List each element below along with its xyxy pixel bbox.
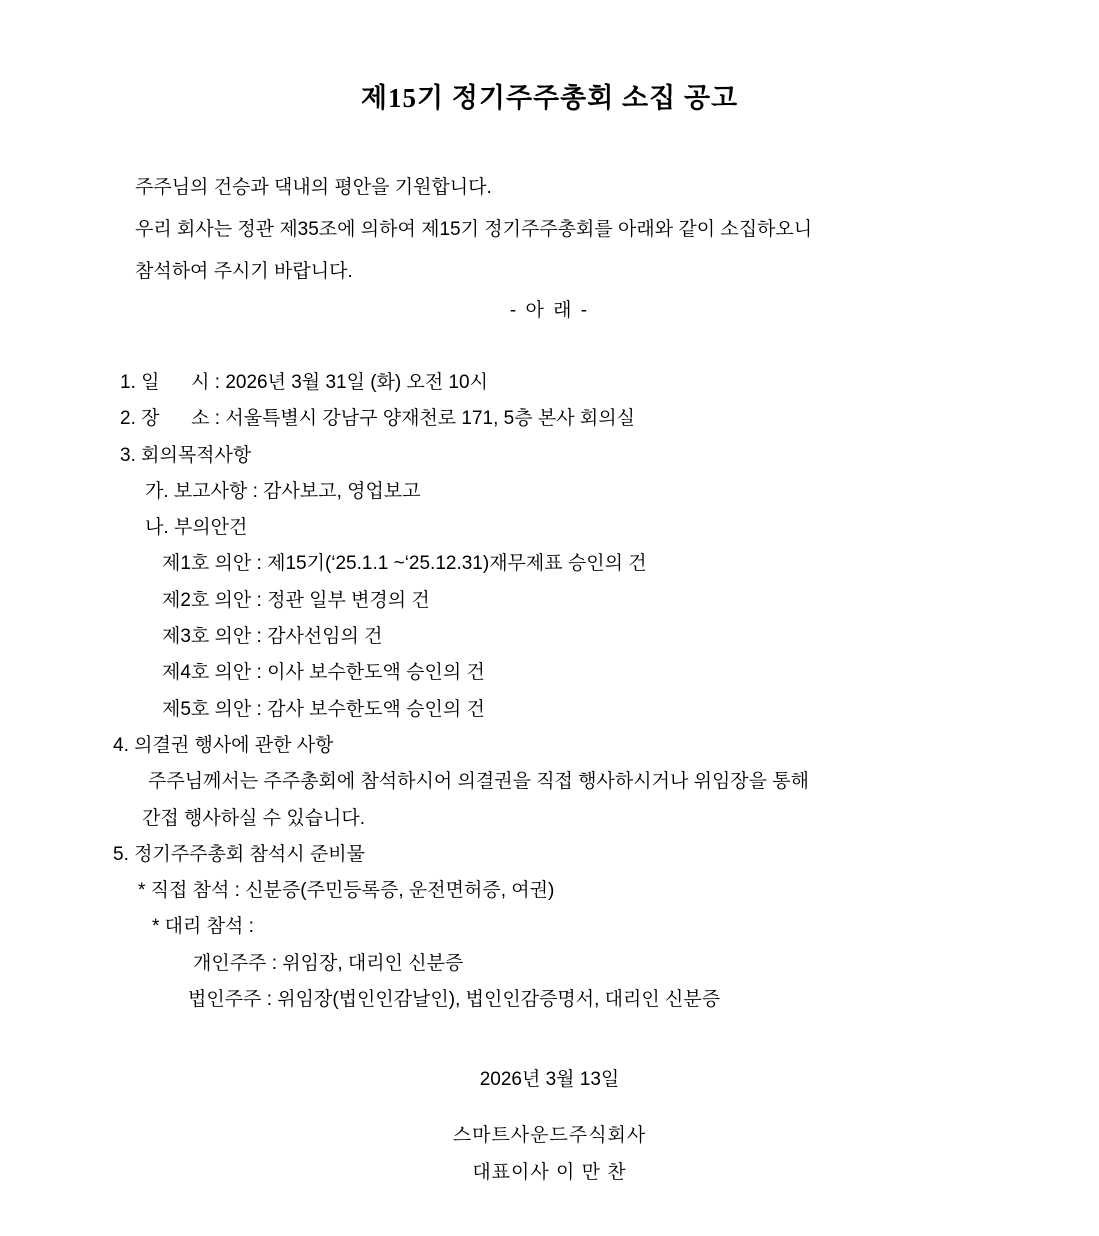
notice-date: 2026년 3월 13일 [479,1069,620,1091]
line-meeting-datetime: 1. 일 시 : 2026년 3월 31일 (화) 오전 10시 [120,372,488,393]
line-voting-rights-desc-2: 간접 행사하실 수 있습니다. [142,807,366,829]
line-preparation-heading: 5. 정기주주총회 참석시 준비물 [113,843,365,865]
intro-request-line: 참석하여 주시기 바랍니다. [135,261,353,282]
intro-notice-line: 우리 회사는 정관 제35조에 의하여 제15기 정기주주총회를 아래와 같이 소집하오니 [135,219,813,240]
intro-greeting-line: 주주님의 건승과 댁내의 평안을 기원합니다. [135,177,492,198]
line-proxy-attendance: * 대리 참석 : [152,916,254,938]
line-agenda-item-1: 제1호 의안 : 제15기(‘25.1.1 ~‘25.12.31)재무제표 승인의 건 [162,553,647,575]
line-agenda-item-2: 제2호 의안 : 정관 일부 변경의 건 [162,589,430,611]
page-title: 제15기 정기주주총회 소집 공고 [360,83,739,113]
line-agenda-item-4: 제4호 의안 : 이사 보수한도액 승인의 건 [162,662,485,684]
notice-item-list [0,365,1099,1018]
line-agenda-heading: 3. 회의목적사항 [120,444,252,466]
company-name: 스마트사운드주식회사 [452,1125,647,1147]
line-resolution-heading: 나. 부의안건 [145,517,248,539]
line-report-items: 가. 보고사항 : 감사보고, 영업보고 [145,480,421,502]
line-direct-attendance: * 직접 참석 : 신분증(주민등록증, 운전면허증, 여권) [138,880,555,902]
document-footer [0,1062,1099,1191]
line-individual-shareholder: 개인주주 : 위임장, 대리인 신분증 [193,952,464,974]
below-marker: - 아 래 - [509,300,590,321]
line-voting-rights-heading: 4. 의결권 행사에 관한 사항 [113,734,334,756]
line-meeting-location: 2. 장 소 : 서울특별시 강남구 양재천로 171, 5층 본사 회의실 [120,408,635,430]
intro-paragraph [135,167,999,293]
line-agenda-item-5: 제5호 의안 : 감사 보수한도액 승인의 건 [162,698,485,720]
ceo-name: 대표이사 이 만 찬 [472,1162,627,1184]
line-corporate-shareholder: 법인주주 : 위임장(법인인감날인), 법인인감증명서, 대리인 신분증 [188,989,721,1011]
line-voting-rights-desc-1: 주주님께서는 주주총회에 참석하시어 의결권을 직접 행사하시거나 위임장을 통해 [148,771,809,793]
line-agenda-item-3: 제3호 의안 : 감사선임의 건 [162,626,383,648]
